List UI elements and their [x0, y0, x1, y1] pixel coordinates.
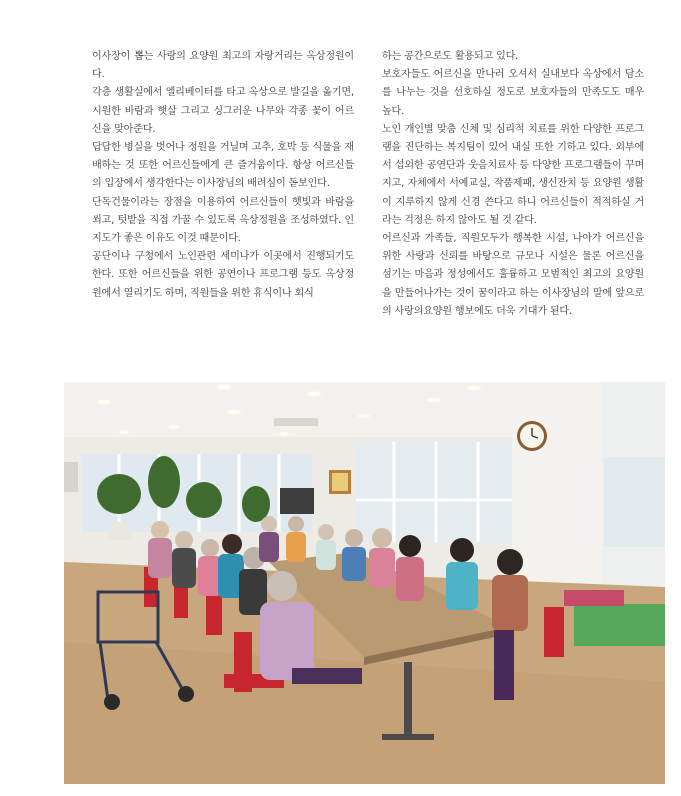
- paragraph: 노인 개인별 맞춤 신체 및 심리적 치료를 위한 다양한 프로그램을 진단하는 복지팀이 있어 내실 또한 기하고 있다. 외부에서 섭외한 공연단과 웃음치료사 등 다양한 프로그램들이 꾸며지고, 자체에서 서예교실, 작품제패, 생신잔치 등 요양원 생활이 지루하지 않게 신경 쓴다고 하니 어르신들이 적적하실 거라는 걱정은 하지 않아도 될 것 같다.: [382, 123, 644, 226]
- paragraph: 각층 생활실에서 엘리베이터를 타고 옥상으로 발길을 옮기면, 시원한 바람과 햇살 그리고 싱그러운 나무와 각종 꽃이 어르신을 맞아준다.: [92, 87, 354, 135]
- dining-room-photo: [64, 382, 665, 784]
- paragraph: 공단이나 구청에서 노인관련 세미나가 이곳에서 진행되기도 한다. 또한 어르신들을 위한 공연이나 프로그램 등도 옥상정원에서 열리기도 하며, 직원들을 위한 휴식이나 회식: [92, 251, 354, 299]
- paragraph: 단독건물이라는 장점을 이용하여 어르신들이 햇빛과 바람을 쐬고, 텃밭을 직접 가꿀 수 있도록 옥상정원을 조성하였다. 인지도가 좋은 이유도 이것 때문이다.: [92, 196, 354, 245]
- article-right-column: [382, 48, 644, 321]
- paragraph: 답답한 병실을 벗어나 정원을 거닐며 고추, 호박 등 식물을 재배하는 것 또한 어르신들에게 큰 즐거움이다. 항상 어르신들의 입장에서 생각한다는 이사장님의 배려심이 돋보인다.: [92, 142, 354, 190]
- paragraph: 이사장이 뽑는 사랑의 요양원 최고의 자랑거리는 옥상정원이다.: [92, 51, 354, 81]
- paragraph: 보호자들도 어르신을 만나러 오셔서 실내보다 옥상에서 담소를 나누는 것을 선호하실 정도로 보호자들의 만족도도 매우 높다.: [382, 69, 644, 117]
- paragraph: 어르신과 가족들, 직원모두가 행복한 시설, 나아가 어르신을 위한 사랑과 신뢰를 바탕으로 규모나 시설은 물론 어르신을 섬기는 마음과 정성에서도 훌륭하고 모범적인 최고의 요양원을 만들어나가는 것이 꿈이라고 하는 이사장님의 말에 앞으로의 사랑의요양원 행보에도 더욱 기대가 된다.: [382, 233, 644, 317]
- paragraph: 하는 공간으로도 활용되고 있다.: [382, 51, 519, 62]
- article-left-column: [92, 48, 354, 303]
